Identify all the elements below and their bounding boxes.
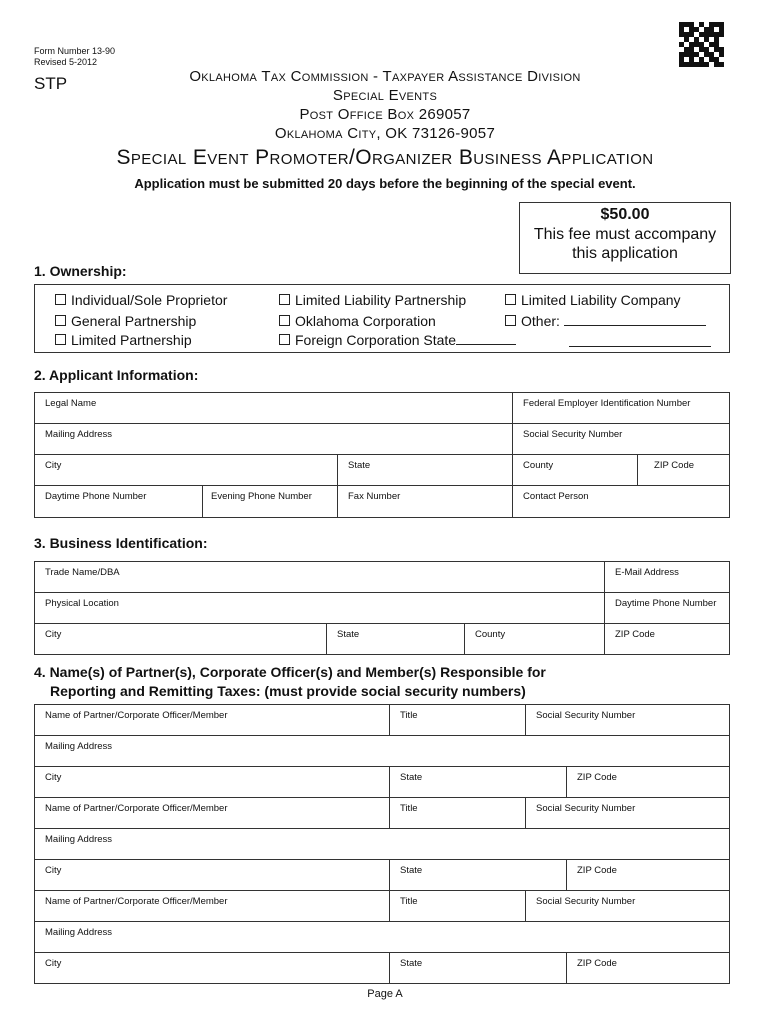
partner-3-zip-field[interactable]: ZIP Code: [567, 953, 730, 984]
partner-1-address-field[interactable]: Mailing Address: [35, 736, 730, 767]
fee-line-2: this application: [572, 245, 678, 262]
partners-heading-line-2: Reporting and Remitting Taxes: (must provide social security numbers): [50, 683, 526, 699]
ownership-heading: 1. Ownership:: [34, 263, 127, 279]
form-code: STP: [34, 74, 68, 93]
form-number: Form Number 13-90: [34, 46, 116, 56]
checkbox-icon[interactable]: [55, 334, 66, 345]
checkbox-icon[interactable]: [505, 294, 516, 305]
option-general-partnership[interactable]: General Partnership: [55, 313, 196, 329]
business-county-field[interactable]: County: [465, 624, 605, 655]
physical-location-field[interactable]: Physical Location: [35, 593, 605, 624]
partner-3-row: [35, 891, 730, 922]
applicant-heading: 2. Applicant Information:: [34, 367, 199, 383]
partner-1-title-field[interactable]: Title: [390, 705, 526, 736]
partner-2-name-field[interactable]: Name of Partner/Corporate Officer/Member: [35, 798, 390, 829]
fee-amount: $50.00: [600, 206, 650, 223]
partner-1-name-field[interactable]: Name of Partner/Corporate Officer/Member: [35, 705, 390, 736]
partners-heading-line-1: 4. Name(s) of Partner(s), Corporate Officer(s) and Member(s) Responsible for: [34, 664, 546, 680]
partners-table: [34, 704, 730, 984]
business-table: [34, 561, 730, 655]
option-sole-proprietor[interactable]: Individual/Sole Proprietor: [55, 292, 227, 308]
partner-2-state-field[interactable]: State: [390, 860, 567, 891]
other-input-line[interactable]: [564, 313, 706, 326]
fee-line-1: This fee must accompany: [533, 226, 717, 243]
agency-line-1: Oklahoma Tax Commission - Taxpayer Assistance Division: [189, 68, 581, 85]
business-phone-field[interactable]: Daytime Phone Number: [605, 593, 730, 624]
partner-3-ssn-field[interactable]: Social Security Number: [526, 891, 730, 922]
contact-person-field[interactable]: Contact Person: [513, 486, 730, 518]
submission-notice: Application must be submitted 20 days before the beginning of the special event.: [134, 176, 636, 191]
other-second-input-line[interactable]: [569, 334, 711, 347]
checkbox-icon[interactable]: [55, 294, 66, 305]
agency-line-4: Oklahoma City, OK 73126-9057: [274, 125, 496, 142]
partner-1-zip-field[interactable]: ZIP Code: [567, 767, 730, 798]
business-state-field[interactable]: State: [327, 624, 465, 655]
daytime-phone-field[interactable]: Daytime Phone Number: [35, 486, 203, 518]
page-number: Page A: [367, 988, 403, 1000]
checkbox-icon[interactable]: [505, 315, 516, 326]
business-heading: 3. Business Identification:: [34, 535, 208, 551]
partner-2-row: [35, 798, 730, 829]
revised-date: Revised 5-2012: [34, 57, 98, 67]
partner-3-city-field[interactable]: City: [35, 953, 390, 984]
checkbox-icon[interactable]: [55, 315, 66, 326]
mailing-address-field[interactable]: Mailing Address: [35, 424, 513, 455]
option-foreign-corporation[interactable]: Foreign Corporation State: [279, 332, 516, 348]
fee-box: [519, 202, 731, 274]
fein-field[interactable]: Federal Employer Identification Number: [513, 393, 730, 424]
partner-1-state-field[interactable]: State: [390, 767, 567, 798]
partner-1-ssn-field[interactable]: Social Security Number: [526, 705, 730, 736]
checkbox-icon[interactable]: [279, 334, 290, 345]
evening-phone-field[interactable]: Evening Phone Number: [203, 486, 338, 518]
page-title: Special Event Promoter/Organizer Business Application: [116, 146, 654, 169]
checkbox-icon[interactable]: [279, 294, 290, 305]
partner-2-zip-field[interactable]: ZIP Code: [567, 860, 730, 891]
qr-code-icon: [679, 22, 724, 67]
partner-1-row: [35, 705, 730, 736]
agency-line-2: Special Events: [332, 87, 438, 104]
partner-3-name-field[interactable]: Name of Partner/Corporate Officer/Member: [35, 891, 390, 922]
partner-1-city-field[interactable]: City: [35, 767, 390, 798]
city-field[interactable]: City: [35, 455, 338, 486]
partner-3-address-field[interactable]: Mailing Address: [35, 922, 730, 953]
option-llp[interactable]: Limited Liability Partnership: [279, 292, 466, 308]
option-limited-partnership[interactable]: Limited Partnership: [55, 332, 192, 348]
partner-3-title-field[interactable]: Title: [390, 891, 526, 922]
zip-field[interactable]: ZIP Code: [638, 455, 730, 486]
partner-2-address-field[interactable]: Mailing Address: [35, 829, 730, 860]
ssn-field[interactable]: Social Security Number: [513, 424, 730, 455]
partner-3-state-field[interactable]: State: [390, 953, 567, 984]
option-llc[interactable]: Limited Liability Company: [505, 292, 681, 308]
partner-2-city-field[interactable]: City: [35, 860, 390, 891]
business-zip-field[interactable]: ZIP Code: [605, 624, 730, 655]
agency-line-3: Post Office Box 269057: [299, 106, 471, 123]
partner-2-ssn-field[interactable]: Social Security Number: [526, 798, 730, 829]
option-oklahoma-corporation[interactable]: Oklahoma Corporation: [279, 313, 436, 329]
state-field[interactable]: State: [338, 455, 513, 486]
county-field[interactable]: County: [513, 455, 638, 486]
foreign-state-input-line[interactable]: [456, 332, 516, 345]
legal-name-field[interactable]: Legal Name: [35, 393, 513, 424]
applicant-table: [34, 392, 730, 518]
fax-field[interactable]: Fax Number: [338, 486, 513, 518]
email-field[interactable]: E-Mail Address: [605, 562, 730, 593]
checkbox-icon[interactable]: [279, 315, 290, 326]
trade-name-field[interactable]: Trade Name/DBA: [35, 562, 605, 593]
business-city-field[interactable]: City: [35, 624, 327, 655]
option-other[interactable]: Other:: [505, 313, 706, 329]
partner-2-title-field[interactable]: Title: [390, 798, 526, 829]
